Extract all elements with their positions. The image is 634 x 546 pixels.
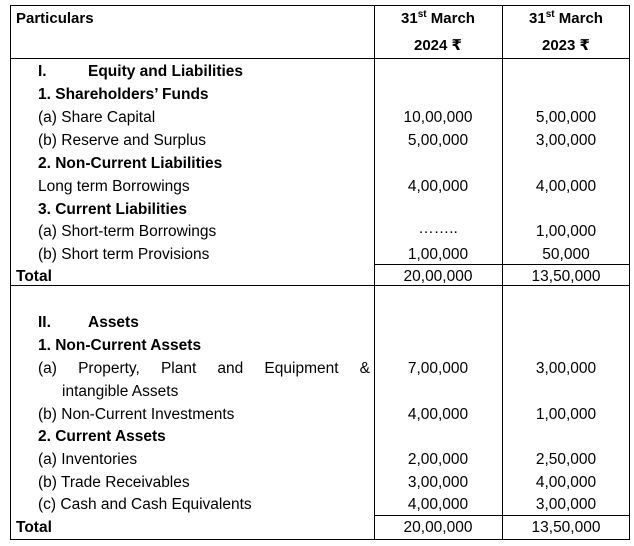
header-2024-year: 2024 ₹ (414, 37, 462, 54)
section-1-title: Equity and Liabilities (88, 63, 244, 80)
value-2024: 1,00,000 (407, 246, 469, 263)
row-inventories: (a) Inventories (38, 451, 138, 468)
header-2023-year: 2023 ₹ (542, 37, 590, 54)
row-short-term-provisions: (b) Short term Provisions (38, 246, 210, 263)
section-1-roman: I. (38, 63, 47, 80)
section-2-title: Assets (88, 314, 139, 331)
word: and (217, 360, 244, 377)
row-shareholders-funds: 1. Shareholders’ Funds (38, 86, 209, 103)
total-1-2023: 13,50,000 (531, 268, 601, 285)
table-border-top (10, 5, 630, 6)
word: (a) (38, 360, 57, 377)
value-2024: 4,00,000 (407, 178, 469, 195)
value-2024: 5,00,000 (407, 132, 469, 149)
header-2024-date: 31st March (401, 9, 475, 27)
row-non-current-assets: 1. Non-Current Assets (38, 337, 202, 354)
total-1-2024: 20,00,000 (403, 268, 473, 285)
header-2023-date: 31st March (529, 9, 603, 27)
value-2023: 3,00,000 (535, 360, 597, 377)
value-2023: 1,00,000 (535, 406, 597, 423)
value-2024: …….. (418, 220, 458, 237)
value-2023: 3,00,000 (535, 496, 597, 513)
row-share-capital: (a) Share Capital (38, 109, 156, 126)
value-2024: 10,00,000 (403, 109, 473, 126)
row-trade-receivables: (b) Trade Receivables (38, 474, 190, 491)
row-current-liabilities: 3. Current Liabilities (38, 201, 188, 218)
row-short-term-borrowings: (a) Short-term Borrowings (38, 223, 217, 240)
total-2-label: Total (16, 519, 52, 536)
value-2024: 4,00,000 (407, 496, 469, 513)
value-2023: 1,00,000 (535, 223, 597, 240)
total-1-label: Total (16, 268, 52, 285)
total-2-top-rule (374, 515, 630, 516)
value-2023: 5,00,000 (535, 109, 597, 126)
total-2-2023: 13,50,000 (531, 519, 601, 536)
balance-sheet-table (10, 5, 630, 540)
value-2024: 7,00,000 (407, 360, 469, 377)
word: Equipment (264, 360, 339, 377)
row-cash-equivalents: (c) Cash and Cash Equivalents (38, 496, 252, 513)
word: Plant (160, 360, 197, 377)
value-2024: 3,00,000 (407, 474, 469, 491)
row-ppe-line-1 (38, 359, 370, 379)
word: & (359, 360, 370, 377)
table-border-left (10, 5, 11, 540)
value-2023: 4,00,000 (535, 178, 597, 195)
section-2-roman: II. (38, 314, 51, 331)
value-2024: 2,00,000 (407, 451, 469, 468)
row-ppe-line-2: intangible Assets (62, 383, 179, 400)
row-reserve-surplus: (b) Reserve and Surplus (38, 132, 206, 149)
row-non-current-investments: (b) Non-Current Investments (38, 406, 235, 423)
total-2-2024: 20,00,000 (403, 519, 473, 536)
row-current-assets: 2. Current Assets (38, 428, 166, 445)
table-border-bottom (10, 539, 630, 540)
header-particulars: Particulars (16, 10, 94, 27)
value-2024: 4,00,000 (407, 406, 469, 423)
value-2023: 4,00,000 (535, 474, 597, 491)
row-non-current-liabilities: 2. Non-Current Liabilities (38, 155, 223, 172)
value-2023: 3,00,000 (535, 132, 597, 149)
value-2023: 50,000 (542, 246, 590, 263)
value-2023: 2,50,000 (535, 451, 597, 468)
header-divider (10, 58, 630, 59)
row-long-term-borrowings: Long term Borrowings (38, 178, 190, 195)
word: Property, (78, 360, 140, 377)
